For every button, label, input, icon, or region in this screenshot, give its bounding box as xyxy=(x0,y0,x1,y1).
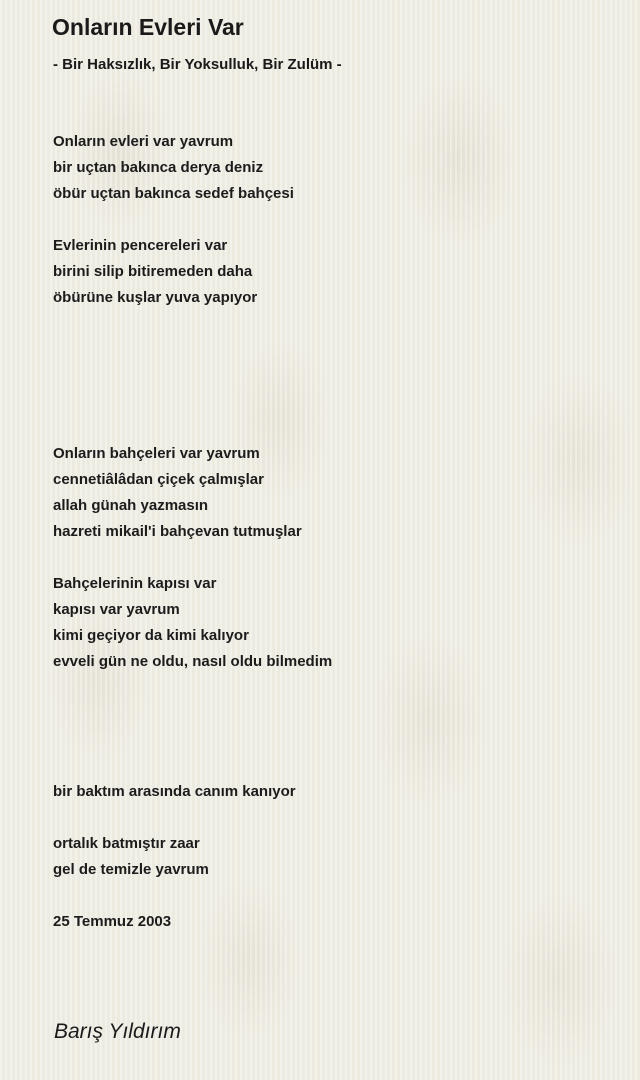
poem-body xyxy=(53,129,613,935)
stanza-6 xyxy=(53,831,613,883)
poem-line: cennetiâlâdan çiçek çalmışlar xyxy=(53,471,264,488)
poem-line: Onların evleri var yavrum xyxy=(53,133,234,150)
poem-line: öbürüne kuşlar yuva yapıyor xyxy=(53,289,258,306)
poem-line: allah günah yazmasın xyxy=(53,497,209,514)
poem-line: bir baktım arasında canım kanıyor xyxy=(53,783,296,800)
stanza-5 xyxy=(53,779,613,805)
poem-subtitle: - Bir Haksızlık, Bir Yoksulluk, Bir Zulüm - xyxy=(53,56,342,73)
poem-line: kimi geçiyor da kimi kalıyor xyxy=(53,627,249,644)
stanza-3 xyxy=(53,441,613,545)
poem-line: ortalık batmıştır zaar xyxy=(53,835,200,852)
poem-date-line: 25 Temmuz 2003 xyxy=(53,913,172,930)
stanza-4 xyxy=(53,571,613,675)
poem-line: öbür uçtan bakınca sedef bahçesi xyxy=(53,185,294,202)
poem-line: gel de temizle yavrum xyxy=(53,861,209,878)
poem-line: birini silip bitiremeden daha xyxy=(53,263,253,280)
poem-line: Onların bahçeleri var yavrum xyxy=(53,445,260,462)
poem-line: Bahçelerinin kapısı var xyxy=(53,575,217,592)
poem-line: hazreti mikail'i bahçevan tutmuşlar xyxy=(53,523,302,540)
stanza-1 xyxy=(53,129,613,207)
poem-line: kapısı var yavrum xyxy=(53,601,180,618)
poem-line: evveli gün ne oldu, nasıl oldu bilmedim xyxy=(53,653,333,670)
stanza-2 xyxy=(53,233,613,311)
poem-date xyxy=(53,909,613,935)
poem-author: Barış Yıldırım xyxy=(54,1020,181,1043)
poem-line: Evlerinin pencereleri var xyxy=(53,237,228,254)
poem-title: Onların Evleri Var xyxy=(52,14,244,40)
poem-line: bir uçtan bakınca derya deniz xyxy=(53,159,264,176)
